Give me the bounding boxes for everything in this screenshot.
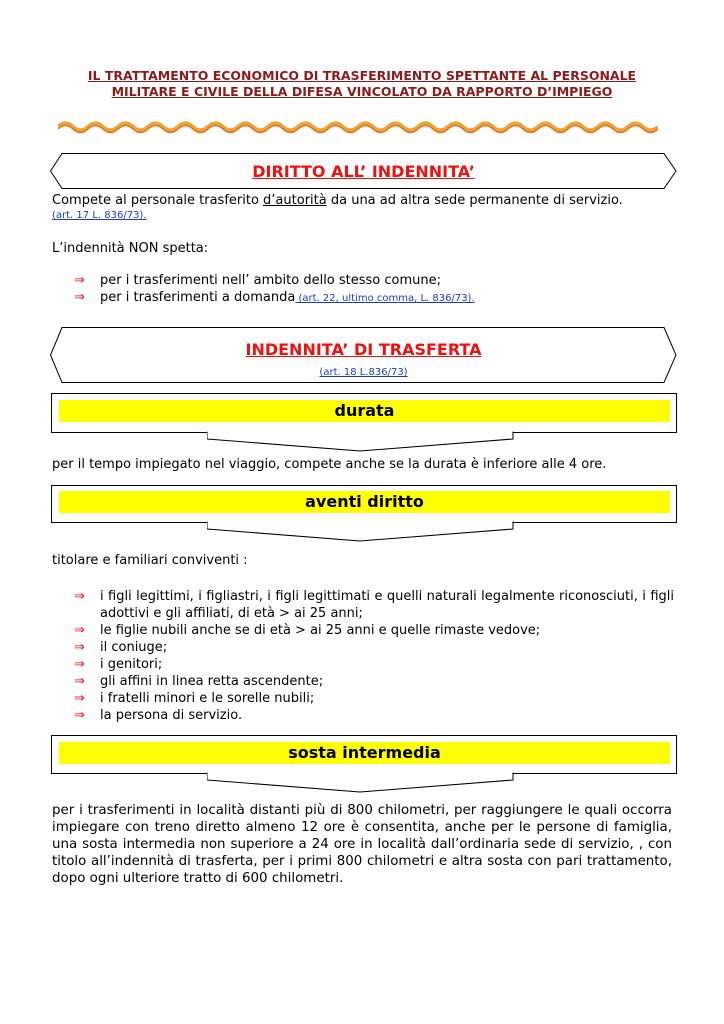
heading-durata: durata	[59, 400, 670, 422]
diritto-law-ref[interactable]: (art. 17 L. 836/73).	[52, 210, 147, 221]
title-line-1: IL TRATTAMENTO ECONOMICO DI TRASFERIMENTO SPETTANTE AL PERSONALE	[87, 68, 637, 83]
arrow-icon: ⇒	[74, 640, 85, 655]
heading-sosta-intermedia: sosta intermedia	[59, 742, 670, 764]
arrow-icon: ⇒	[74, 273, 85, 288]
arrow-icon: ⇒	[74, 290, 85, 305]
list-item-law-ref[interactable]: (art. 22, ultimo comma, L. 836/73).	[295, 293, 475, 304]
box-aventi-diritto	[51, 485, 677, 523]
list-item-text: le figlie nubili anche se di età > ai 25 anni e quelle rimaste vedove;	[100, 623, 541, 638]
heading-frame-diritto	[50, 153, 677, 189]
arrow-icon: ⇒	[74, 708, 85, 723]
heading-diritto-indennita: DIRITTO ALL’ INDENNITA’	[252, 162, 475, 181]
list-item-text: i figli legittimi, i figliastri, i figli legittimati e quelli naturali legalmente riconosciuti, i figli adottivi e gli affiliati, di età > ai 25 anni;	[100, 589, 674, 621]
arrow-icon: ⇒	[74, 657, 85, 672]
list-item-text: i genitori;	[100, 657, 163, 672]
diritto-text-before: Compete al personale trasferito	[52, 193, 264, 208]
list-item	[74, 690, 674, 707]
document-title	[40, 68, 684, 100]
chevron-aventi	[207, 521, 514, 543]
diritto-text-after: da una ad altra sede permanente di servizio.	[326, 193, 623, 208]
aventi-intro: titolare e familiari conviventi :	[52, 553, 248, 568]
list-item-text: per i trasferimenti a domanda	[100, 290, 296, 305]
list-item	[74, 289, 674, 307]
diritto-paragraph	[52, 192, 672, 209]
list-item	[74, 272, 674, 289]
sosta-paragraph: per i trasferimenti in località distanti più di 800 chilometri, per raggiungere le quali occorra impiegare con treno diretto almeno 12 ore è consentita, anche per le persone di famiglia, una sosta intermedia non superiore a 24 ore in località dall’ordinaria sede di servizio, , con titolo all’indennità di trasferta, per i primi 800 chilometri e altra sosta con pari trattamento, dopo ogni ulteriore tratto di 600 chilometri.	[52, 803, 672, 886]
list-item	[74, 639, 674, 656]
durata-text: per il tempo impiegato nel viaggio, compete anche se la durata è inferiore alle 4 ore.	[52, 457, 607, 472]
arrow-icon: ⇒	[74, 674, 85, 689]
box-durata	[51, 393, 677, 433]
decorative-wave	[58, 120, 658, 134]
not-due-list	[74, 272, 674, 307]
list-item	[74, 622, 674, 639]
arrow-icon: ⇒	[74, 691, 85, 706]
trasferta-law-ref[interactable]: (art. 18 L.836/73)	[319, 367, 408, 378]
arrow-icon: ⇒	[74, 589, 85, 604]
arrow-icon: ⇒	[74, 623, 85, 638]
chevron-sosta	[207, 772, 514, 794]
list-item	[74, 673, 674, 690]
title-line-2: MILITARE E CIVILE DELLA DIFESA VINCOLATO DA RAPPORTO D’IMPIEGO	[111, 84, 613, 99]
heading-indennita-trasferta: INDENNITA’ DI TRASFERTA	[245, 340, 482, 359]
list-item	[74, 656, 674, 673]
diritto-text-underlined: d’autorità	[263, 193, 327, 208]
list-item-text: per i trasferimenti nell’ ambito dello stesso comune;	[100, 273, 442, 288]
not-due-label: L’indennità NON spetta:	[52, 241, 209, 256]
heading-frame-trasferta	[50, 327, 677, 383]
list-item-text: la persona di servizio.	[100, 708, 243, 723]
list-item-text: il coniuge;	[100, 640, 168, 655]
list-item	[74, 588, 674, 622]
list-item-text: i fratelli minori e le sorelle nubili;	[100, 691, 315, 706]
aventi-list	[74, 588, 674, 724]
chevron-durata	[207, 431, 514, 453]
list-item	[74, 707, 674, 724]
heading-aventi-diritto: aventi diritto	[59, 491, 670, 513]
list-item-text: gli affini in linea retta ascendente;	[100, 674, 324, 689]
box-sosta-intermedia	[51, 735, 677, 774]
